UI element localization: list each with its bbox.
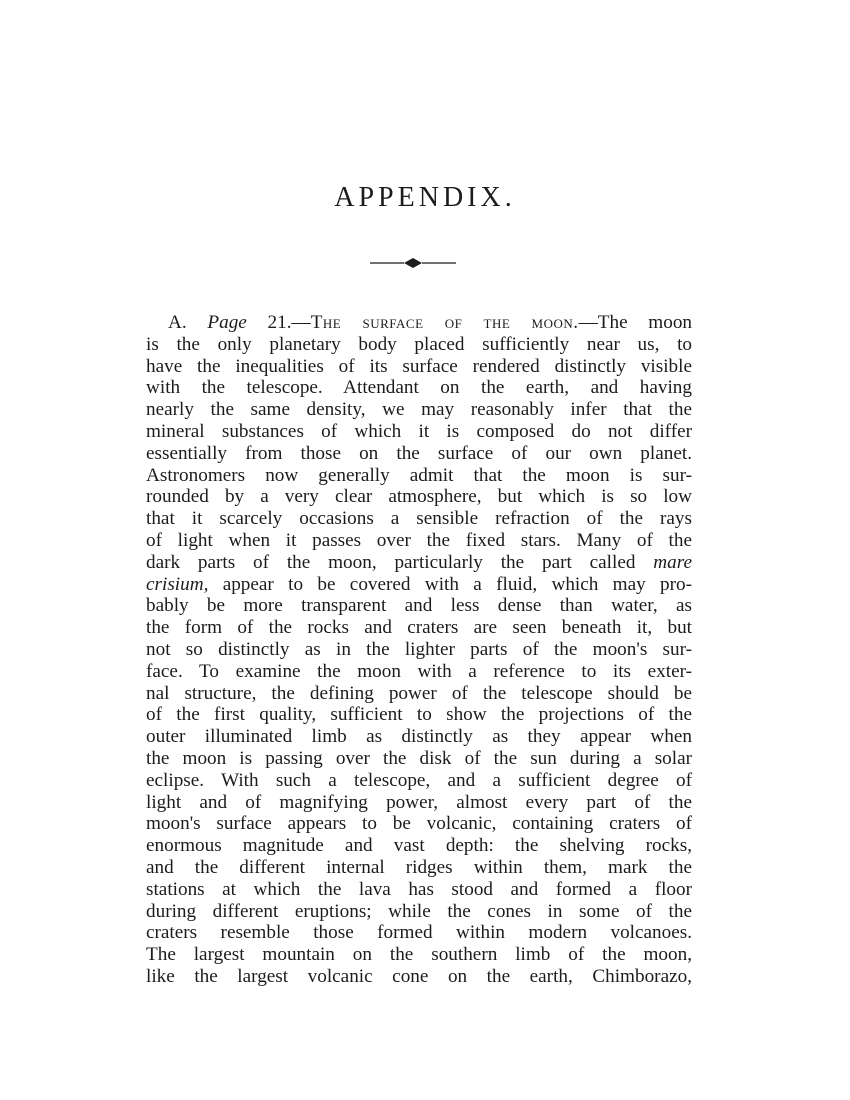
entry-page-ref: Page: [207, 312, 247, 333]
entry-label: A.: [168, 312, 187, 333]
entry-title-continuation: —The moon: [578, 312, 693, 333]
entry-title: The surface of the moon.: [310, 312, 579, 333]
body-line: eclipse. With such a telescope, and a sufficient degree of: [146, 769, 692, 791]
body-line: nearly the same density, we may reasonably infer that the: [146, 399, 692, 421]
body-line: that it scarcely occasions a sensible refraction of the rays: [146, 508, 692, 530]
body-text: appear to be covered with a fluid, which may pro-: [222, 573, 692, 595]
body-line: moon's surface appears to be volcanic, containing craters of: [146, 813, 692, 835]
appendix-body: [146, 312, 692, 988]
body-line-with-italic: [146, 552, 692, 574]
body-line: not so distinctly as in the lighter parts of the moon's sur-: [146, 638, 692, 660]
body-line: is the only planetary body placed sufficiently near us, to: [146, 333, 692, 355]
body-text: dark parts of the moon, particularly the part called: [146, 551, 636, 573]
italic-term: crisium,: [146, 573, 209, 595]
italic-term: mare: [653, 551, 693, 573]
appendix-heading: APPENDIX.: [334, 182, 516, 213]
entry-dash: —: [291, 312, 311, 333]
body-line: enormous magnitude and vast depth: the shelving rocks,: [146, 835, 692, 857]
body-line: during different eruptions; while the cones in some of the: [146, 900, 692, 922]
body-line: have the inequalities of its surface rendered distinctly visible: [146, 355, 692, 377]
body-line: face. To examine the moon with a reference to its exter-: [146, 660, 692, 682]
body-line: the moon is passing over the disk of the sun during a solar: [146, 747, 692, 769]
body-line: the form of the rocks and craters are seen beneath it, but: [146, 617, 692, 639]
entry-page-number: 21.: [267, 312, 292, 333]
entry-first-line: [146, 312, 692, 334]
body-line: nal structure, the defining power of the telescope should be: [146, 682, 692, 704]
body-line: stations at which the lava has stood and formed a floor: [146, 878, 692, 900]
body-line: of light when it passes over the fixed stars. Many of the: [146, 529, 692, 551]
body-line-with-italic: [146, 574, 692, 596]
body-line: craters resemble those formed within modern volcanoes.: [146, 922, 692, 944]
body-line: with the telescope. Attendant on the earth, and having: [146, 377, 692, 399]
body-line: Astronomers now generally admit that the moon is sur-: [146, 464, 692, 486]
body-line: outer illuminated limb as distinctly as they appear when: [146, 726, 692, 748]
body-line: like the largest volcanic cone on the earth, Chimborazo,: [146, 965, 692, 987]
body-line: light and of magnifying power, almost every part of the: [146, 791, 692, 813]
body-line: mineral substances of which it is composed do not differ: [146, 420, 692, 442]
body-line: and the different internal ridges within them, mark the: [146, 856, 692, 878]
body-line: bably be more transparent and less dense than water, as: [146, 595, 692, 617]
body-line: of the first quality, sufficient to show the projections of the: [146, 704, 692, 726]
diamond-rule-ornament-icon: [370, 256, 456, 270]
body-line: The largest mountain on the southern limb of the moon,: [146, 944, 692, 966]
body-line: rounded by a very clear atmosphere, but which is so low: [146, 486, 692, 508]
body-line: essentially from those on the surface of our own planet.: [146, 442, 692, 464]
